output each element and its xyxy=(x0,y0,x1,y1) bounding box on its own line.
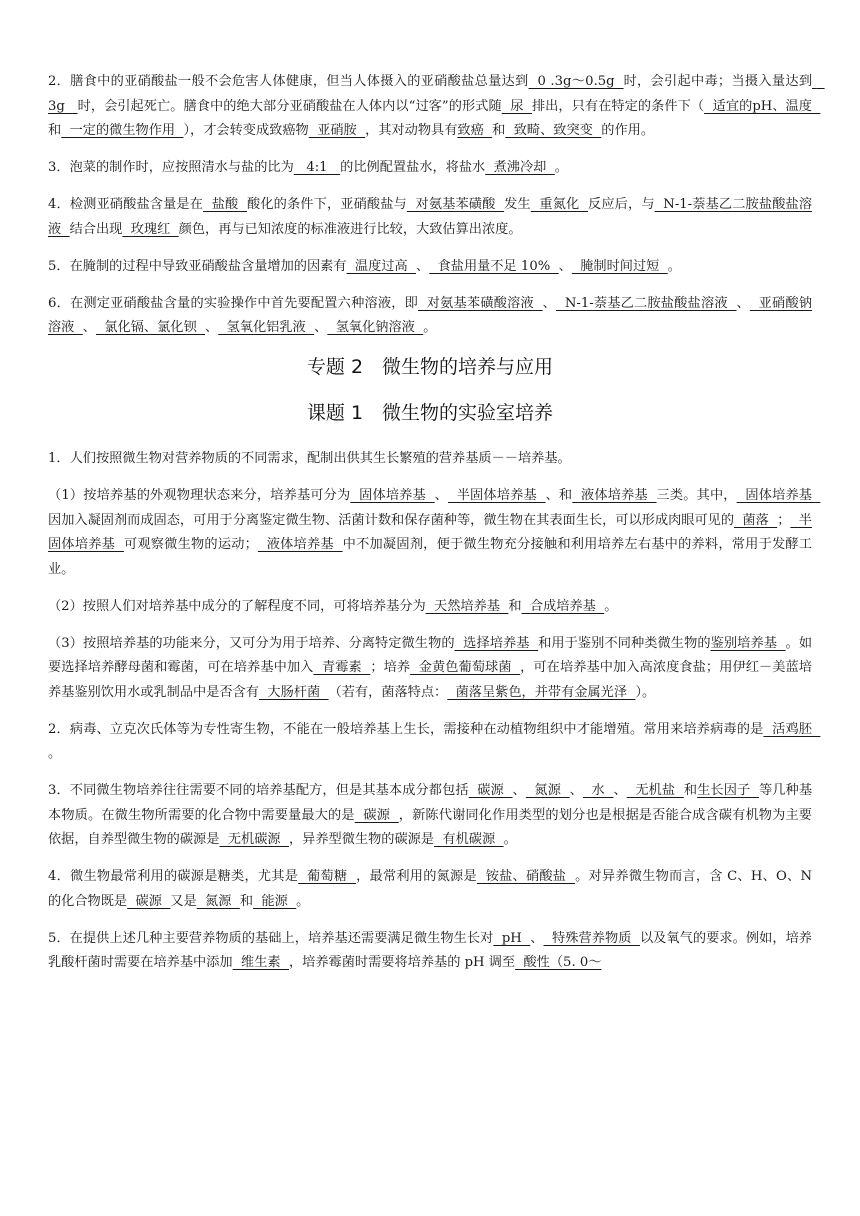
question-text: ）。 xyxy=(635,684,656,700)
answer-blank: 固体培养基 xyxy=(736,488,821,503)
question-text: 等几种基本物质。在微生物所需要的化合物中需要量最大的是 xyxy=(48,783,813,823)
answer-blank: 氮源 xyxy=(196,893,240,909)
question-text: 又是 xyxy=(170,893,197,909)
question-text: 2．病毒、立克次氏体等为专性寄生物，不能在一般培养基上生长，需接种在动植物组织中才能增殖。常用来培养病毒的是 xyxy=(48,721,764,737)
answer-blank: 亚硝酸钠溶液 xyxy=(48,295,813,335)
answer-blank: N-1-萘基乙二胺盐酸盐溶液 xyxy=(48,197,813,237)
question-text: 的作用。 xyxy=(601,123,655,138)
question-text: 、 xyxy=(558,258,572,274)
question-text: 4．检测亚硝酸盐含量是在 xyxy=(48,197,204,212)
answer-blank: 选择培养基 xyxy=(454,635,539,651)
answer-blank: 铵盐、硝酸盐 xyxy=(476,869,576,884)
answer-blank: 煮沸冷却 xyxy=(485,160,555,175)
answer-blank: 水 xyxy=(582,783,614,798)
section-nitrite-questions xyxy=(48,70,825,341)
question-text: 和 xyxy=(48,123,62,138)
answer-blank: 大肠杆菌 xyxy=(259,684,329,700)
answer-blank: 食盐用量不足 10% xyxy=(429,258,559,274)
lesson-heading: 课题 1 微生物的实验室培养 xyxy=(306,402,554,424)
paragraph xyxy=(48,779,812,853)
question-text: 因加入凝固剂而成固态，可用于分离鉴定微生物、活菌计数和保存菌种等，微生物在其表面生长，可以形成肉眼可见的 xyxy=(48,512,735,528)
question-text: （3）按照培养基的功能来分，又可分为用于培养、分离特定微生物的 xyxy=(48,635,455,651)
question-text: 、 xyxy=(530,930,544,946)
answer-blank: 对氨基苯磺酸 xyxy=(406,197,505,212)
question-text: 、 xyxy=(82,320,96,335)
paragraph xyxy=(48,292,812,341)
question-text: 。 xyxy=(423,320,437,335)
answer-blank: 半固体培养基 xyxy=(447,488,546,503)
question-text: 中不加凝固剂，便于微生物充分接触和利用培养左右基中的养料，常用于发酵工业。 xyxy=(48,537,813,577)
question-text: 和 xyxy=(683,783,698,798)
answer-blank: 无机碳源 xyxy=(219,832,289,847)
answer-blank: 氢氧化铝乳液 xyxy=(218,320,315,335)
question-text: 。对异养微生物而言，含 C、H、O、N 的化合物既是 xyxy=(48,869,812,909)
question-text: ，培养霉菌时需要将培养基的 pH 调至 xyxy=(288,955,516,970)
topic-heading: 专题 2 微生物的培养与应用 xyxy=(306,356,554,378)
answer-blank: 玫瑰红 xyxy=(122,221,179,237)
answer-blank: 温度过高 xyxy=(346,258,417,274)
answer-blank: 固体培养基 xyxy=(350,488,435,503)
question-text: 、 xyxy=(569,783,583,798)
question-text: （1）按培养基的外观物理状态来分，培养基可分为 xyxy=(48,488,351,503)
question-text: 三类。其中， xyxy=(656,488,737,503)
question-text: 5．在腌制的过程中导致亚硝酸盐含量增加的因素有 xyxy=(48,258,347,274)
question-text: 和 xyxy=(508,598,522,614)
question-text: 。 xyxy=(296,893,310,909)
answer-blank: N-1-萘基乙二胺盐酸盐溶液 xyxy=(556,295,737,311)
question-text: 、 xyxy=(512,783,526,798)
paragraph xyxy=(48,447,812,472)
question-text: 以及氧气的要求。例如，培养乳酸杆菌时需要在培养基中添加 xyxy=(48,930,812,970)
question-text: ，最常利用的氮源是 xyxy=(356,869,477,884)
question-text: 1．人们按照微生物对营养物质的不同需求，配制出供其生长繁殖的营养基质－－培养基。 xyxy=(48,451,571,466)
paragraph xyxy=(48,70,825,144)
paragraph xyxy=(48,927,812,976)
question-text: 2．膳食中的亚硝酸盐一般不会危害人体健康，但当人体摄入的亚硝酸盐总量达到 xyxy=(48,74,529,89)
question-text: 、 xyxy=(613,783,627,798)
answer-blank: 液体培养基 xyxy=(572,488,657,503)
answer-blank: 特殊营养物质 xyxy=(543,930,640,946)
answer-blank: 4:1 xyxy=(293,160,341,175)
question-text: 、和 xyxy=(545,488,573,503)
question-text: ，可在培养基中加入高浓度食盐；用伊红－美蓝培养基鉴别饮用水或乳制品中是否含有 xyxy=(48,660,812,700)
answer-blank: 青霉素 xyxy=(313,660,371,675)
question-text: ），才会转变成致癌物 xyxy=(183,123,309,138)
paragraph xyxy=(48,865,812,914)
question-text: 的比例配置盐水，将盐水 xyxy=(340,160,486,175)
answer-blank: 氢氧化钠溶液 xyxy=(327,320,424,335)
question-text: 4．微生物最常利用的碳源是糖类，尤其是 xyxy=(48,869,299,884)
answer-blank: 天然培养基 xyxy=(425,598,509,614)
answer-blank: 维生素 xyxy=(232,955,289,970)
question-text: 。 xyxy=(503,832,517,847)
answer-blank: 金黄色葡萄球菌 xyxy=(410,660,521,675)
answer-blank: 活鸡胚 xyxy=(763,721,821,737)
paragraph xyxy=(48,255,812,280)
answer-blank: 液体培养基 xyxy=(257,537,343,552)
question-text: 和 xyxy=(239,893,253,909)
answer-blank: 氯化镉、氯化钡 xyxy=(95,320,206,335)
question-text: 、 xyxy=(205,320,219,335)
answer-blank: 碳源 xyxy=(354,807,399,823)
question-text: 、 xyxy=(542,295,557,311)
answer-blank: 0 .3g～0.5g xyxy=(528,74,624,89)
answer-blank: 致癌 xyxy=(457,123,493,138)
question-text: 、 xyxy=(314,320,328,335)
question-text: 发生 xyxy=(504,197,531,212)
question-text: 。如要选择培养酵母菌和霉菌，可在培养基中加入 xyxy=(48,635,813,675)
question-text: 。 xyxy=(667,258,681,274)
question-text: 酸化的条件下，亚硝酸盐与 xyxy=(247,197,407,212)
question-text: ，新陈代谢同化作用类型的划分也是根据是否能合成含碳有机物为主要依据，自养型微生物的碳源是 xyxy=(48,807,812,847)
answer-blank: 碳源 xyxy=(127,893,171,909)
question-text: ； xyxy=(777,512,791,528)
answer-blank: 适宜的pH、温度 xyxy=(704,98,821,114)
answer-blank: 致畸、致突变 xyxy=(505,123,602,138)
paragraph xyxy=(48,595,812,620)
question-text: 时，会引起死亡。膳食中的绝大部分亚硝酸盐在人体内以“过客”的形式随 xyxy=(77,98,502,114)
question-text: 颜色，再与已知浓度的标准液进行比较，大致估算出浓度。 xyxy=(178,221,522,237)
question-text: 结合出现 xyxy=(69,221,123,237)
section-microbe-culture xyxy=(48,447,821,976)
answer-blank: pH xyxy=(493,930,531,946)
question-text: 排出，只有在特定的条件下（ xyxy=(531,98,705,114)
question-text: 3．不同微生物培养往往需要不同的培养基配方，但是其基本成分都包括 xyxy=(48,783,469,798)
question-text: ，其对动物具有 xyxy=(365,123,458,138)
answer-blank: 半固体培养基 xyxy=(48,512,812,552)
paragraph xyxy=(48,632,812,706)
answer-blank: 重氮化 xyxy=(530,197,589,212)
question-text: 5．在提供上述几种主要营养物质的基础上，培养基还需要满足微生物生长对 xyxy=(48,930,494,946)
answer-blank: 合成培养基 xyxy=(521,598,605,614)
question-text: 6．在测定亚硝酸盐含量的实验操作中首先要配置六种溶液，即 xyxy=(48,295,418,311)
question-text: 和 xyxy=(492,123,506,138)
answer-blank: 能源 xyxy=(253,893,297,909)
question-text: 、 xyxy=(736,295,750,311)
answer-blank: 有机碳源 xyxy=(434,832,504,847)
answer-blank: 生长因子 xyxy=(697,783,759,798)
answer-blank: 尿 xyxy=(501,98,532,114)
question-text: 、 xyxy=(434,488,448,503)
answer-blank: 鉴别培养基 xyxy=(710,635,786,651)
question-text: ；培养 xyxy=(370,660,411,675)
answer-blank: 亚硝胺 xyxy=(308,123,366,138)
question-text: 可观察微生物的运动； xyxy=(123,537,258,552)
answer-blank: 酸性（5. 0～ xyxy=(515,955,602,970)
question-text: 。 xyxy=(604,598,618,614)
paragraph xyxy=(48,484,821,582)
question-text: 3．泡菜的制作时，应按照清水与盐的比为 xyxy=(48,160,294,175)
question-text: 、 xyxy=(416,258,430,274)
answer-blank: 菌落呈紫色，并带有金属光泽 xyxy=(447,684,636,700)
paragraph xyxy=(48,156,812,181)
paragraph xyxy=(48,718,821,767)
question-text: 。 xyxy=(48,746,62,761)
paragraph xyxy=(48,193,812,242)
answer-blank: 腌制时间过短 xyxy=(571,258,668,274)
question-text: （若有，菌落特点： xyxy=(328,684,448,700)
question-text: ，异养型微生物的碳源是 xyxy=(288,832,435,847)
answer-blank: 无机盐 xyxy=(626,783,684,798)
question-text: 反应后，与 xyxy=(588,197,655,212)
answer-blank: 盐酸 xyxy=(203,197,248,212)
question-text: 时，会引起中毒；当摄入量达到 xyxy=(623,74,813,89)
question-text: （2）按照人们对培养基中成分的了解程度不同，可将培养基分为 xyxy=(48,598,426,614)
answer-blank: 一定的微生物作用 xyxy=(61,123,184,138)
answer-blank: 葡萄糖 xyxy=(298,869,357,884)
answer-blank: 碳源 xyxy=(468,783,513,798)
question-text: 。 xyxy=(554,160,568,175)
question-text: 和用于鉴别不同种类微生物的 xyxy=(538,635,711,651)
answer-blank: 对氨基苯磺酸溶液 xyxy=(418,295,543,311)
answer-blank: 3g xyxy=(48,74,825,114)
answer-blank: 氮源 xyxy=(525,783,570,798)
answer-blank: 菌落 xyxy=(734,512,778,528)
